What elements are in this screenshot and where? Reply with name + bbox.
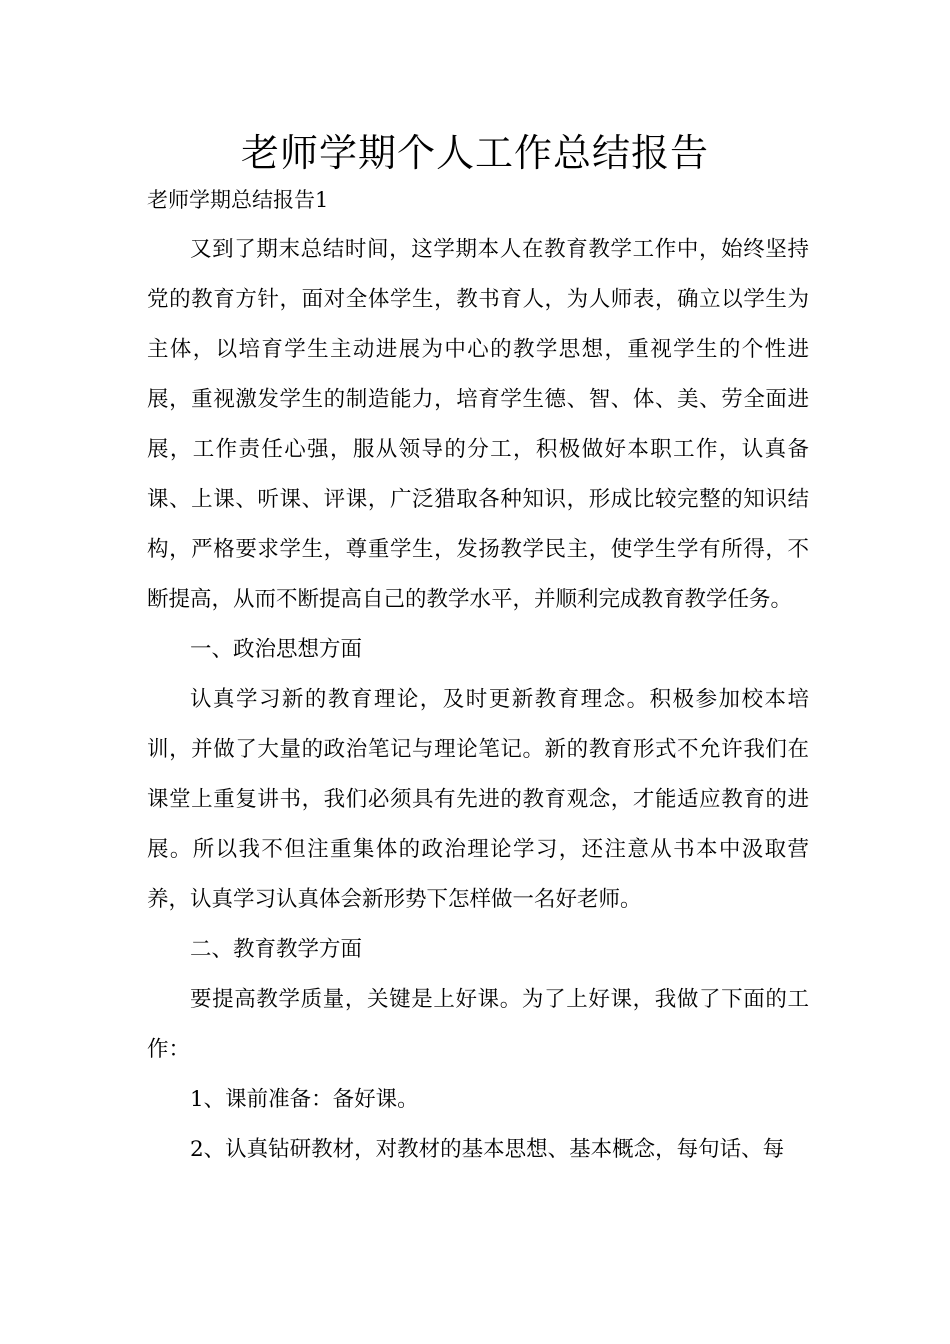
section-heading-politics: 一、政治思想方面: [190, 637, 363, 662]
section-heading-teaching: 二、教育教学方面: [190, 937, 363, 962]
document-subtitle: 老师学期总结报告1: [147, 188, 329, 212]
paragraph-intro: 又到了期末总结时间，这学期本人在教育教学工作中，始终坚持党的教育方针，面对全体学生，教书育人，为人师表，确立以学生为主体，以培育学生主动进展为中心的教学思想，重视学生的个性进展，重视激发学生的制造能力，培育学生德、智、体、美、劳全面进展，工作责任心强，服从领导的分工，积极做好本职工作，认真备课、上课、听课、评课，广泛猎取各种知识，形成比较完整的知识结构，严格要求学生，尊重学生，发扬教学民主，使学生学有所得，不断提高，从而不断提高自己的教学水平，并顺利完成教育教学任务。: [147, 237, 809, 612]
paragraph-teaching-intro: 要提高教学质量，关键是上好课。为了上好课，我做了下面的工作：: [147, 987, 809, 1062]
document-body: [147, 225, 809, 1175]
list-item-1: 1、课前准备：备好课。: [190, 1087, 419, 1112]
document-title: 老师学期个人工作总结报告: [240, 131, 709, 175]
list-item-2: 2、认真钻研教材，对教材的基本思想、基本概念，每句话、每: [190, 1137, 785, 1162]
paragraph-politics: 认真学习新的教育理论，及时更新教育理念。积极参加校本培训，并做了大量的政治笔记与理论笔记。新的教育形式不允许我们在课堂上重复讲书，我们必须具有先进的教育观念，才能适应教育的进展。所以我不但注重集体的政治理论学习，还注意从书本中汲取营养，认真学习认真体会新形势下怎样做一名好老师。: [147, 687, 809, 912]
